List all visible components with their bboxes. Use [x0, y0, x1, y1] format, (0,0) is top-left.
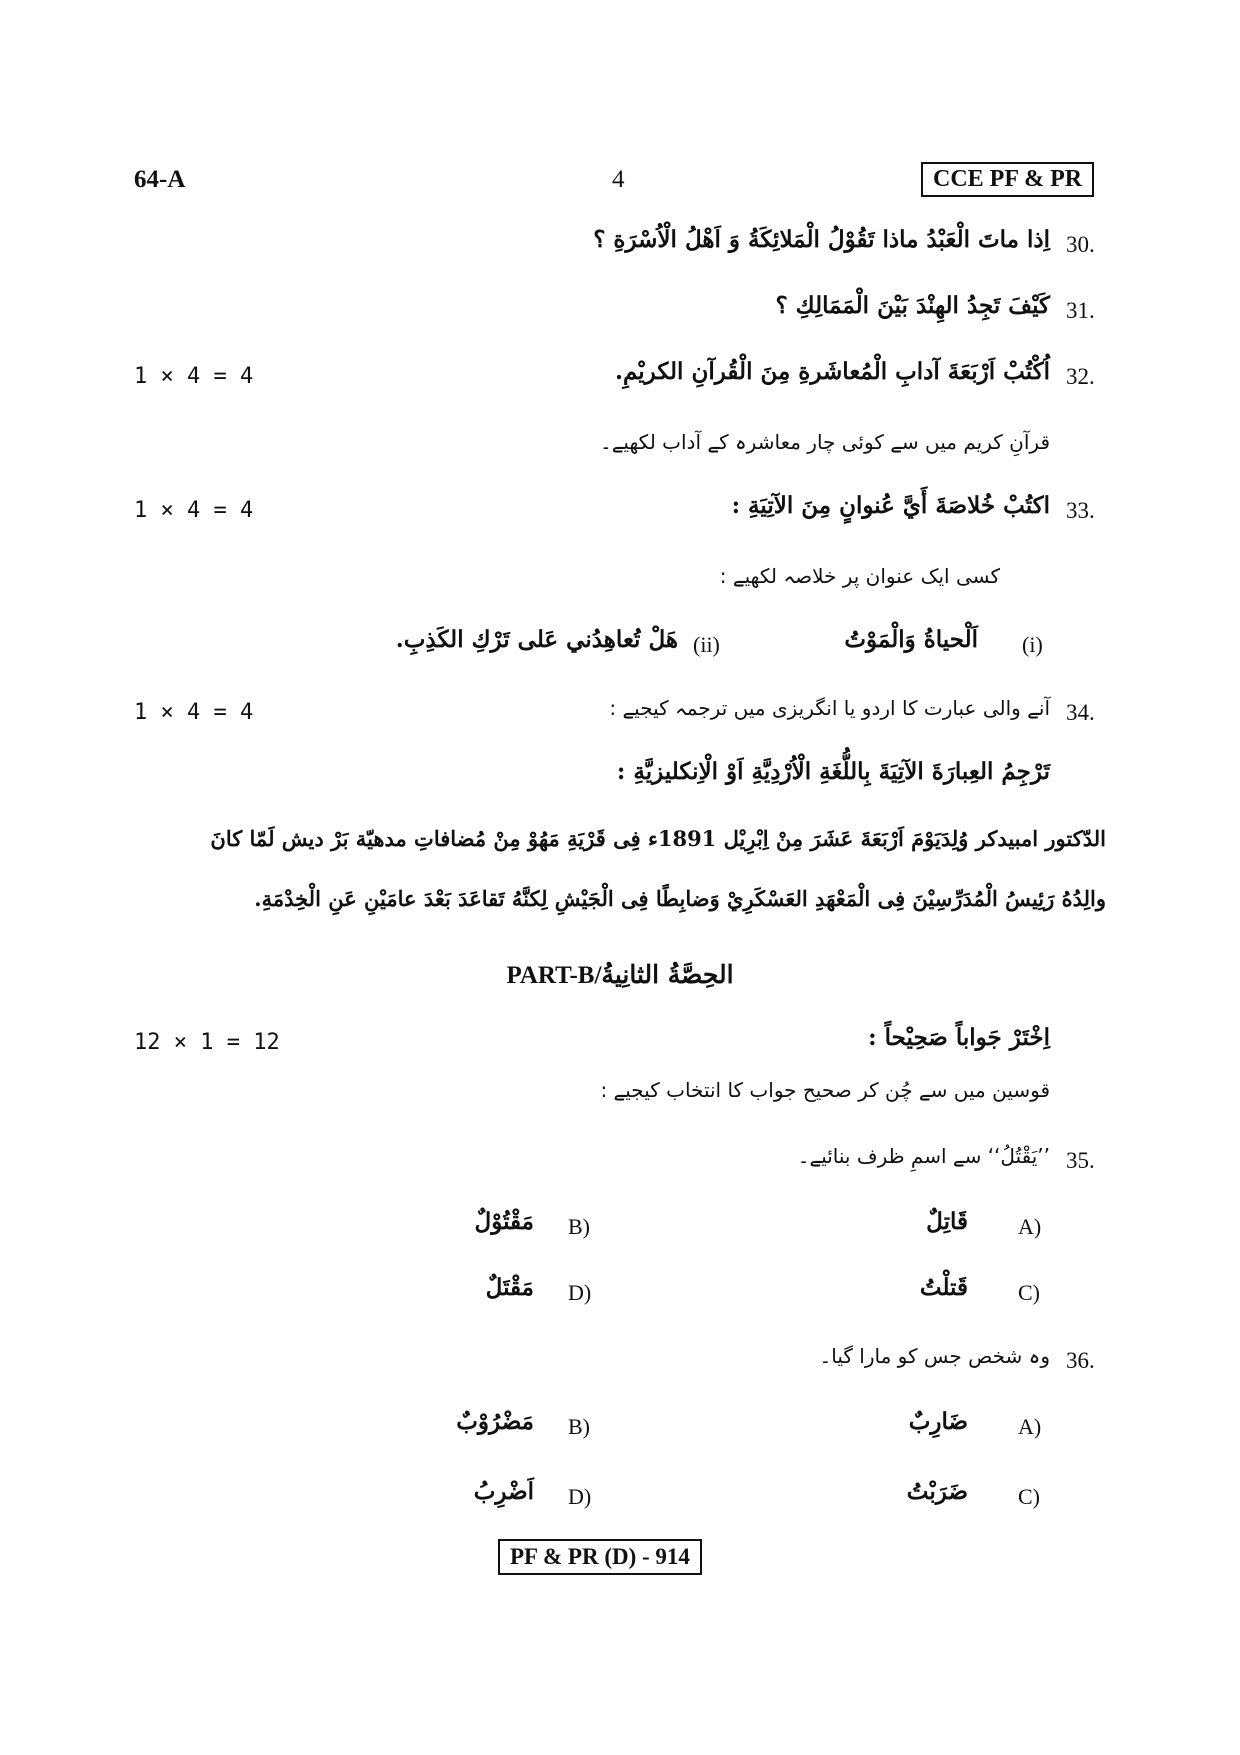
option-label: B)	[568, 1214, 590, 1239]
option-text: ضَارِبٌ	[908, 1408, 968, 1435]
option-label: C)	[1018, 1280, 1040, 1305]
option-text: مَقْتَلٌ	[485, 1274, 534, 1301]
option-text: اَلْحياةُ وَالْمَوْتُ	[844, 626, 978, 653]
question-number: 31.	[1066, 298, 1095, 323]
question-text-arabic: تَرْجِمُ العِبارَةَ الآتِيَةَ بِاللُّغَةِ الْاُرْدِيَّةِ اَوْ الْاِنكليزيَّةِ :	[616, 758, 1050, 785]
option-text: مَضْرُوْبٌ	[456, 1408, 534, 1435]
paper-code: 64-A	[134, 166, 186, 193]
question-text-arabic: اكتُبْ خُلاصَةَ أَيَّ عُنوانٍ مِنَ الآتِيَةِ :	[731, 492, 1050, 519]
instruction-arabic: اِخْتَرْ جَواباً صَحِيْحاً :	[868, 1024, 1050, 1051]
option-label: D)	[568, 1280, 592, 1305]
option-label: (i)	[1022, 632, 1043, 657]
question-text-urdu: قرآنِ کریم میں سے کوئی چار معاشرہ کے آداب لکھیے۔	[599, 430, 1050, 454]
passage-line: الدّكتور امبيدكر وُلِدَيَوْمَ اَرْبَعَةَ عَشَرَ مِنْ اِبْرِيْل 1891ء فِى قَرْيَةِ مَهُوْ مِنْ مُضافاتِ مدهيّة بَرْ ديش لَمّا كانَ	[210, 826, 1106, 851]
question-number: 30.	[1066, 232, 1095, 257]
part-b-title-english: PART-B	[506, 962, 595, 989]
footer-code-box: PF & PR (D) - 914	[498, 1539, 702, 1575]
option-label: B)	[568, 1414, 590, 1439]
part-b-heading: PART-B/الحِصَّةُ الثانِيةُ	[506, 960, 734, 989]
marks: 1 × 4 = 4	[134, 364, 254, 389]
option-text: قَاتِلٌ	[926, 1208, 968, 1235]
part-b-title-arabic: الحِصَّةُ الثانِيةُ	[601, 960, 734, 989]
question-number: 34.	[1066, 700, 1095, 725]
option-label: D)	[568, 1484, 592, 1509]
page-number: 4	[612, 166, 625, 193]
question-text-arabic: كَيْفَ تَجِدُ الهِنْدَ بَيْنَ الْمَمَالِكِ ؟	[775, 292, 1050, 319]
question-number: 32.	[1066, 364, 1095, 389]
question-text-arabic: اِذا ماتَ الْعَبْدُ ماذا تَقُوْلُ الْمَلائِكَةُ وَ اَهْلُ الْاُسْرَةِ ؟	[593, 226, 1050, 253]
instruction-urdu: قوسین میں سے چُن کر صحیح جواب کا انتخاب کیجیے :	[600, 1078, 1050, 1102]
question-text-urdu: کسی ایک عنوان پر خلاصہ لکھیے :	[719, 564, 1000, 588]
option-text: اَضْرِبُ	[473, 1478, 534, 1505]
option-label: (ii)	[693, 632, 720, 657]
option-text: مَقْتُوْلٌ	[474, 1208, 534, 1235]
option-label: C)	[1018, 1484, 1040, 1509]
question-text-urdu: آنے والی عبارت کا اردو یا انگریزی میں ترجمہ کیجیے :	[609, 696, 1050, 720]
question-text-arabic: اُكْتُبْ اَرْبَعَةَ آدابِ الْمُعاشَرةِ مِنَ الْقُرآنِ الكريْمِ.	[614, 358, 1050, 385]
question-number: 36.	[1066, 1348, 1095, 1373]
option-text: قَتلْتُ	[919, 1274, 968, 1301]
option-label: A)	[1018, 1414, 1042, 1439]
question-number: 35.	[1066, 1148, 1095, 1173]
marks: 1 × 4 = 4	[134, 498, 254, 523]
question-text-urdu: ’’يَقْتُلُ‘‘ سے اسمِ ظرف بنائیے۔	[797, 1144, 1050, 1168]
marks: 1 × 4 = 4	[134, 700, 254, 725]
option-text: هَلْ تُعاهِدُني عَلى تَرْكِ الكَذِبِ.	[395, 626, 678, 653]
exam-code-box: CCE PF & PR	[921, 162, 1094, 197]
passage-line: والِدُهُ رَئِيسُ الْمُدَرِّسِيْنَ فِى الْمَعْهَدِ العَسْكَرِيْ وَضابِطًا فِى الْجَيْشِ لِكنَّهُ تَقاعَدَ بَعْدَ عامَيْنِ عَنِ الْخِدْمَةِ.	[254, 886, 1106, 911]
marks: 12 × 1 = 12	[134, 1030, 280, 1055]
option-text: ضَرَبْتُ	[906, 1478, 968, 1505]
option-label: A)	[1018, 1214, 1042, 1239]
question-number: 33.	[1066, 498, 1095, 523]
question-text-urdu: وہ شخص جس کو مارا گیا۔	[819, 1344, 1050, 1368]
